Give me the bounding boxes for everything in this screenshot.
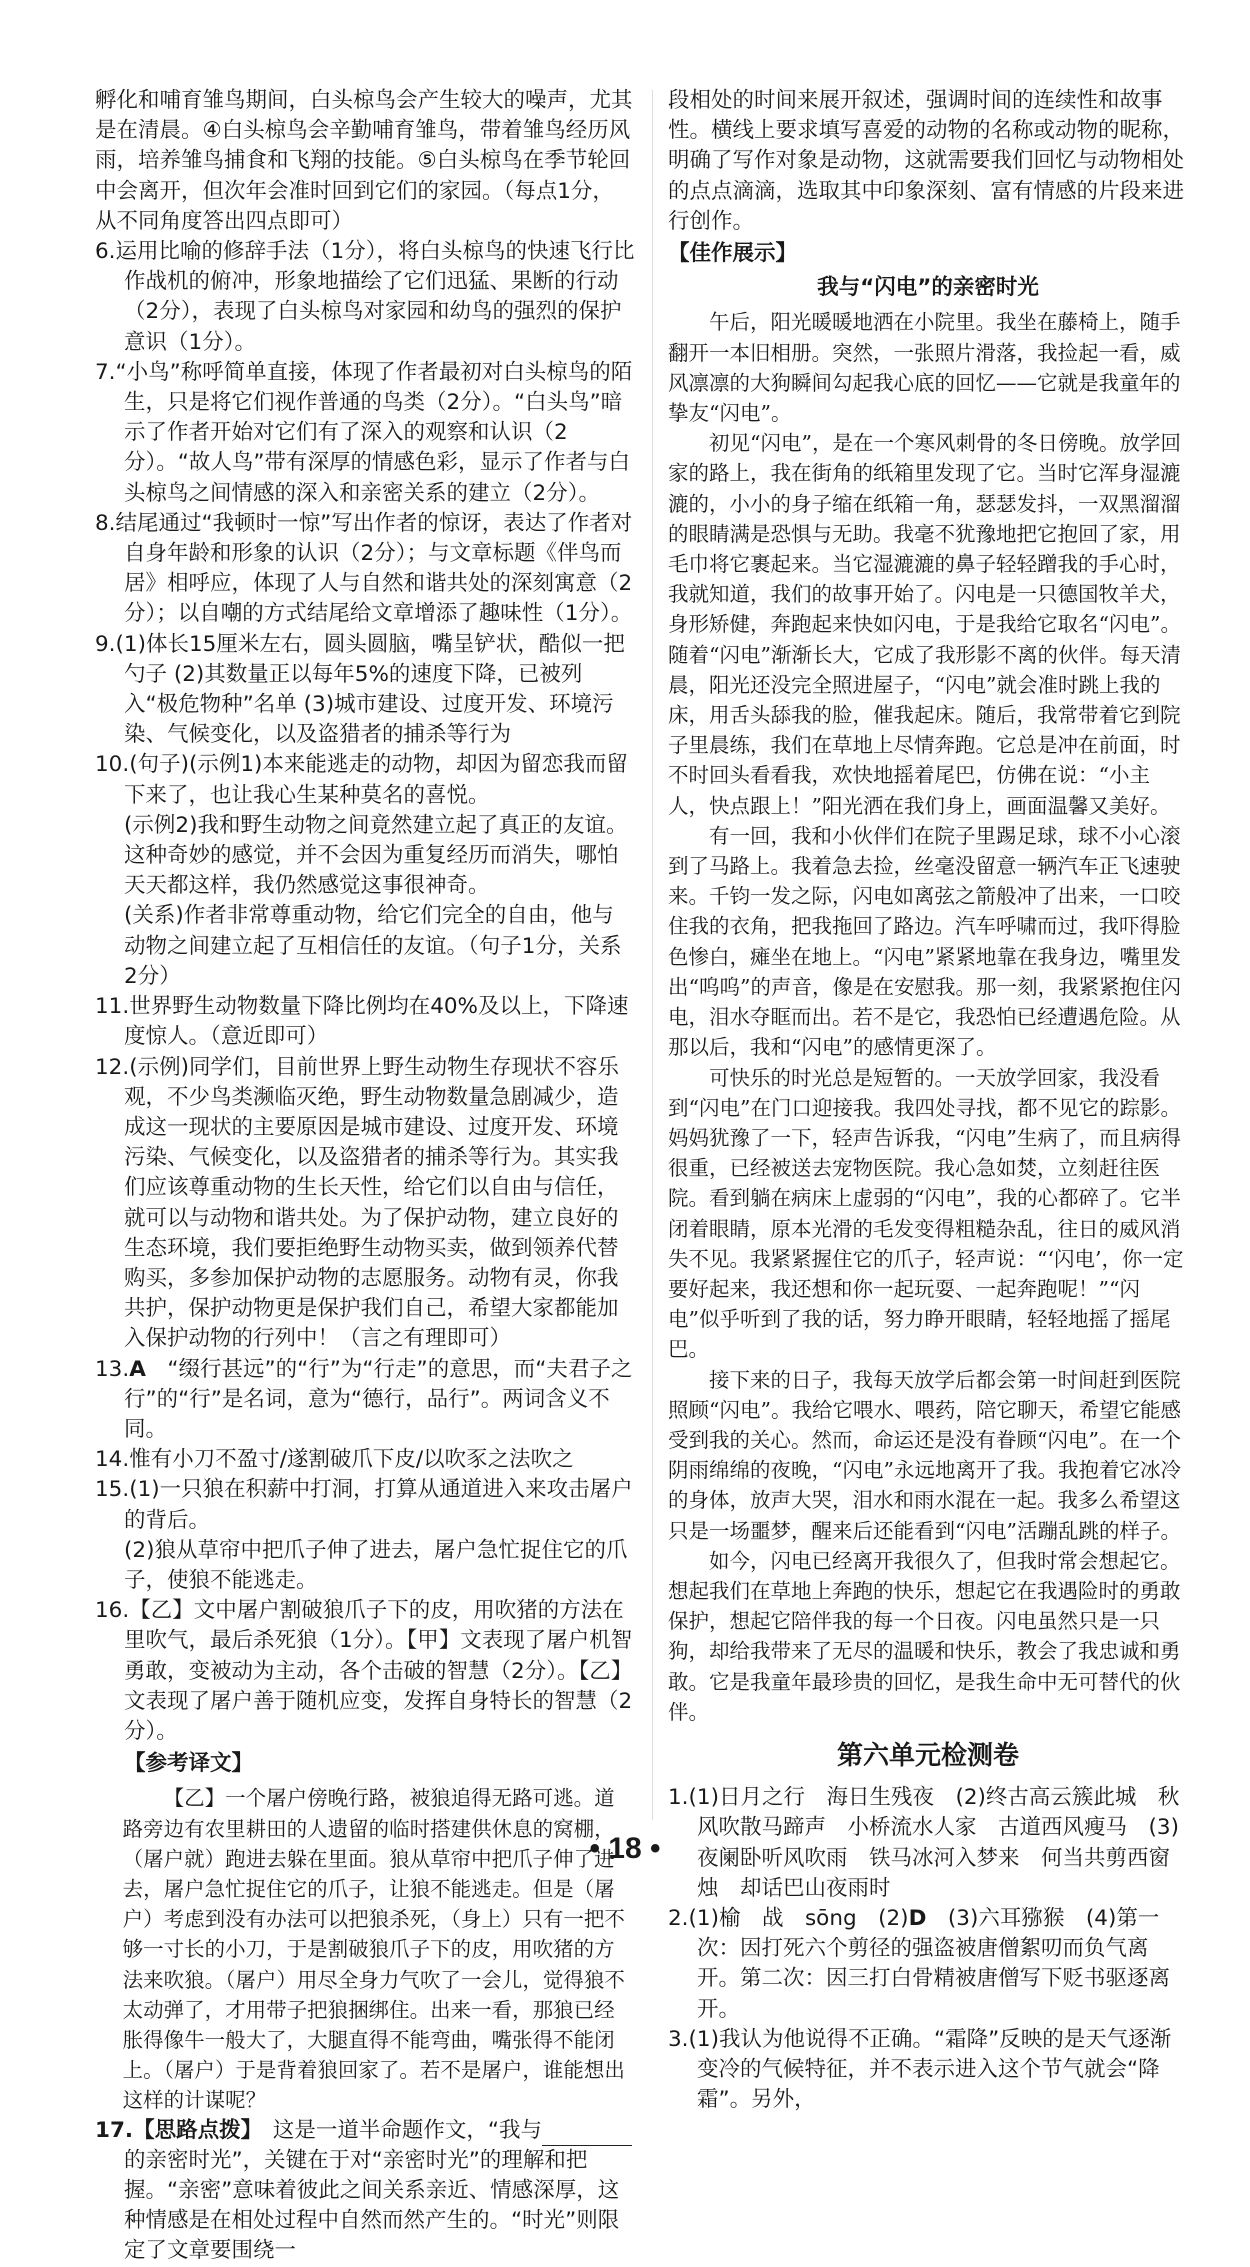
- unit-title: 第六单元检测卷: [836, 1740, 1019, 1771]
- essay-paragraph: 有一回，我和小伙伴们在院子里踢足球，球不小心滚到了马路上。我着急去捡，丝毫没留意一辆汽车正飞速驶来。千钧一发之际，闪电如离弦之箭般冲了出来，一口咬住我的衣角，把我拖回了路边。汽车呼啸而过，我吓得脸色惨白，瘫坐在地上。“闪电”紧紧地靠在我身边，嘴里发出“呜呜”的声音，像是在安慰我。那一刻，我紧紧抱住闪电，泪水夺眶而出。若不是它，我恐怕已经遭遇危险。从那以后，我和“闪电”的感情更深了。: [668, 823, 1181, 1060]
- answer-q9: 9.(1)体长15厘米左右，圆头圆脑，嘴呈铲状，酷似一把勺子 (2)其数量正以每年5%的速度下降，已被列入“极危物种”名单 (3)城市建设、过度开发、环境污染、气候变化，以及盗猎者的捕杀等行为: [95, 631, 625, 748]
- answer-q17: [95, 2116, 635, 2267]
- essay-paragraph: 如今，闪电已经离开我很久了，但我时常会想起它。想起我们在草地上奔跑的快乐，想起它在我遇险时的勇敢保护，想起它陪伴我的每一个日夜。闪电虽然只是一只狗，却给我带来了无尽的温暖和快乐，教会了我忠诚和勇敢。它是我童年最珍贵的回忆，是我生命中无可替代的伙伴。: [668, 1548, 1181, 1724]
- model-essay: [668, 307, 1188, 1727]
- essay-paragraph: 可快乐的时光总是短暂的。一天放学回家，我没看到“闪电”在门口迎接我。我四处寻找，都不见它的踪影。妈妈犹豫了一下，轻声告诉我，“闪电”生病了，而且病得很重，已经被送去宠物医院。我心急如焚，立刻赶往医院。看到躺在病床上虚弱的“闪电”，我的心都碎了。它半闭着眼睛，原本光滑的毛发变得粗糙杂乱，往日的威风消失不见。我紧紧握住它的爪子，轻声说：“‘闪电’，你一定要好起来，我还想和你一起玩耍、一起奔跑呢！”“闪电”似乎听到了我的话，努力睁开眼睛，轻轻地摇了摇尾巴。: [668, 1065, 1184, 1362]
- answer-q15-1: 15.(1)一只狼在积薪中打洞，打算从通道进入来攻击屠户的背后。: [95, 1477, 633, 1533]
- q17-heading: 17.【思路点拨】: [95, 2117, 252, 2143]
- translation-text: 【乙】一个屠户傍晚行路，被狼追得无路可逃。道路旁边有农里耕田的人遗留的临时搭建供休息的窝棚，（屠户就）跑进去躲在里面。狼从草帘中把爪子伸了进去，屠户急忙捉住它的爪子，让狼不能逃走。但是（屠户）考虑到没有办法可以把狼杀死，（身上）只有一把不够一寸长的小刀，于是割破狼爪子下的皮，用吹猪的方法来吹狼。（屠户）用尽全身力气吹了一会儿，觉得狼不太动弹了，才用带子把狼捆绑住。出来一看，那狼已经胀得像牛一般大了，大腿直得不能弯曲，嘴张得不能闭上。（屠户）于是背着狼回家了。若不是屠户，谁能想出这样的计谋呢？: [122, 1786, 625, 2113]
- answer-q13: [95, 1355, 635, 1446]
- translation-heading: 【参考译文】: [124, 1751, 254, 1777]
- showcase-heading: 【佳作展示】: [668, 241, 798, 267]
- left-column: [95, 86, 635, 2267]
- unit-answer-1: 1.(1)日月之行 海日生残夜 (2)终古高云簇此城 秋风吹散马蹄声 小桥流水人家 古道西风瘦马 (3)夜阑卧听风吹雨 铁马冰河入梦来 何当共剪西窗烛 却话巴山夜雨时: [668, 1785, 1180, 1901]
- right-column: [668, 86, 1188, 2115]
- essay-paragraph: 午后，阳光暖暖地洒在小院里。我坐在藤椅上，随手翻开一本旧相册。突然，一张照片滑落，我捡起一看，威风凛凛的大狗瞬间勾起我心底的回忆——它就是我童年的挚友“闪电”。: [668, 310, 1181, 426]
- answer-q15-2: (2)狼从草帘中把爪子伸了进去，屠户急忙捉住它的爪子，使狼不能逃走。: [124, 1537, 628, 1593]
- column-divider: [652, 90, 653, 1820]
- q5-continued: 孵化和哺育雏鸟期间，白头椋鸟会产生较大的噪声，尤其是在清晨。④白头椋鸟会辛勤哺育雏鸟，带着雏鸟经历风雨，培养雏鸟捕食和飞翔的技能。⑤白头椋鸟在季节轮回中会离开，但次年会准时回到它们的家园。（每点1分，从不同角度答出四点即可）: [95, 88, 633, 234]
- q13-number: 13.: [95, 1356, 130, 1382]
- u2-part-a: 2.(1)榆 战 sōng (2): [668, 1905, 909, 1931]
- q13-choice: A: [129, 1356, 146, 1382]
- answer-q11: 11.世界野生动物数量下降比例均在40%及以上，下降速度惊人。（意近即可）: [95, 994, 629, 1050]
- answer-q8: 8.结尾通过“我顿时一惊”写出作者的惊讶，表达了作者对自身年龄和形象的认识（2分）；与文章标题《伴鸟而居》相呼应，体现了人与自然和谐共处的深刻寓意（2分）；以自嘲的方式结尾给文章增添了趣味性（1分）。: [95, 510, 633, 627]
- q17-text-b: 的亲密时光”，关键在于对“亲密时光”的理解和把握。“亲密”意味着彼此之间关系亲近、情感深厚，这种情感是在相处过程中自然而然产生的。“时光”则限定了文章要围绕一: [124, 2147, 620, 2264]
- answer-q7: 7.“小鸟”称呼简单直接，体现了作者最初对白头椋鸟的陌生，只是将它们视作普通的鸟类（2分）。“白头鸟”暗示了作者开始对它们有了深入的观察和认识（2分）。“故人鸟”带有深厚的情感色彩，显示了作者与白头椋鸟之间情感的深入和亲密关系的建立（2分）。: [95, 359, 633, 506]
- essay-paragraph: 接下来的日子，我每天放学后都会第一时间赶到医院照顾“闪电”。我给它喂水、喂药，陪它聊天，希望它能感受到我的关心。然而，命运还是没有眷顾“闪电”。在一个阴雨绵绵的夜晚，“闪电”永远地离开了我。我抱着它冰冷的身体，放声大哭，泪水和雨水混在一起。我多么希望这只是一场噩梦，醒来后还能看到“闪电”活蹦乱跳的样子。: [668, 1367, 1181, 1543]
- essay-title: 我与“闪电”的亲密时光: [817, 275, 1039, 301]
- answer-q12: 12.(示例)同学们，目前世界上野生动物生存现状不容乐观，不少鸟类濒临灭绝，野生动物数量急剧减少，造成这一现状的主要原因是城市建设、过度开发、环境污染、气候变化，以及盗猎者的捕杀等行为。其实我们应该尊重动物的生长天性，给它们以自由与信任，就可以与动物和谐共处。为了保护动物，建立良好的生态环境，我们要拒绝野生动物买卖，做到领养代替购买，多参加保护动物的志愿服务。动物有灵，你我共护，保护动物更是保护我们自己，希望大家都能加入保护动物的行列中！（言之有理即可）: [95, 1054, 619, 1352]
- answer-q10-example2: (示例2)我和野生动物之间竟然建立起了真正的友谊。这种奇妙的感觉，并不会因为重复经历而消失，哪怕天天都这样，我仍然感觉这事很神奇。: [124, 812, 628, 899]
- q17-text-a: 这是一道半命题作文，“我与: [272, 2117, 542, 2143]
- page-number: • 18 •: [589, 1832, 661, 1865]
- unit-answer-3: 3.(1)我认为他说得不正确。“霜降”反映的是天气逐渐变冷的气候特征，并不表示进入这个节气就会“降霜”。另外，: [668, 2026, 1172, 2113]
- answer-q10-sentence: 10.(句子)(示例1)本来能逃走的动物，却因为留恋我而留下来了，也让我心生某种莫名的喜悦。: [95, 752, 628, 808]
- q17-continued: 段相处的时间来展开叙述，强调时间的连续性和故事性。横线上要求填写喜爱的动物的名称或动物的昵称，明确了写作对象是动物，这就需要我们回忆与动物相处的点点滴滴，选取其中印象深刻、富有情感的片段来进行创作。: [668, 88, 1185, 234]
- unit-answer-2: [668, 1904, 1188, 2025]
- answer-q16: 16.【乙】文中屠户割破狼爪子下的皮，用吹猪的方法在里吹气，最后杀死狼（1分）。【甲】文表现了屠户机智勇敢，变被动为主动，各个击破的智慧（2分）。【乙】文表现了屠户善于随机应变，发挥自身特长的智慧（2分）。: [95, 1598, 633, 1744]
- u2-choice: D: [908, 1905, 927, 1931]
- q13-explanation: “缀行甚远”的“行”为“行走”的意思，而“夫君子之行”的“行”是名词，意为“德行，品行”。两词含义不同。: [124, 1356, 633, 1442]
- answer-q6: 6.运用比喻的修辞手法（1分），将白头椋鸟的快速飞行比作战机的俯冲，形象地描绘了它们迅猛、果断的行动（2分），表现了白头椋鸟对家园和幼鸟的强烈的保护意识（1分）。: [95, 239, 635, 355]
- q17-blank: [542, 2123, 632, 2146]
- answer-q14: 14.惟有小刀不盈寸/遂割破爪下皮/以吹豕之法吹之: [95, 1447, 574, 1473]
- u2-part-b: (3)六耳猕猴 (4)第一次：因打死六个剪径的强盗被唐僧絮叨而负气离开。第二次：因三打白骨精被唐僧写下贬书驱逐离开。: [697, 1905, 1171, 2022]
- essay-paragraph: 初见“闪电”，是在一个寒风刺骨的冬日傍晚。放学回家的路上，我在街角的纸箱里发现了它。当时它浑身湿漉漉的，小小的身子缩在纸箱一角，瑟瑟发抖，一双黑溜溜的眼睛满是恐惧与无助。我毫不犹豫地把它抱回了家，用毛巾将它裹起来。当它湿漉漉的鼻子轻轻蹭我的手心时，我就知道，我们的故事开始了。闪电是一只德国牧羊犬，身形矫健，奔跑起来快如闪电，于是我给它取名“闪电”。随着“闪电”渐渐长大，它成了我形影不离的伙伴。每天清晨，阳光还没完全照进屋子，“闪电”就会准时跳上我的床，用舌头舔我的脸，催我起床。随后，我常带着它到院子里晨练，我们在草地上尽情奔跑。它总是冲在前面，时不时回头看看我，欢快地摇着尾巴，仿佛在说：“小主人，快点跟上！”阳光洒在我们身上，画面温馨又美好。: [668, 431, 1181, 818]
- answer-q10-relation: (关系)作者非常尊重动物，给它们完全的自由，他与动物之间建立起了互相信任的友谊。（句子1分，关系2分）: [124, 903, 622, 989]
